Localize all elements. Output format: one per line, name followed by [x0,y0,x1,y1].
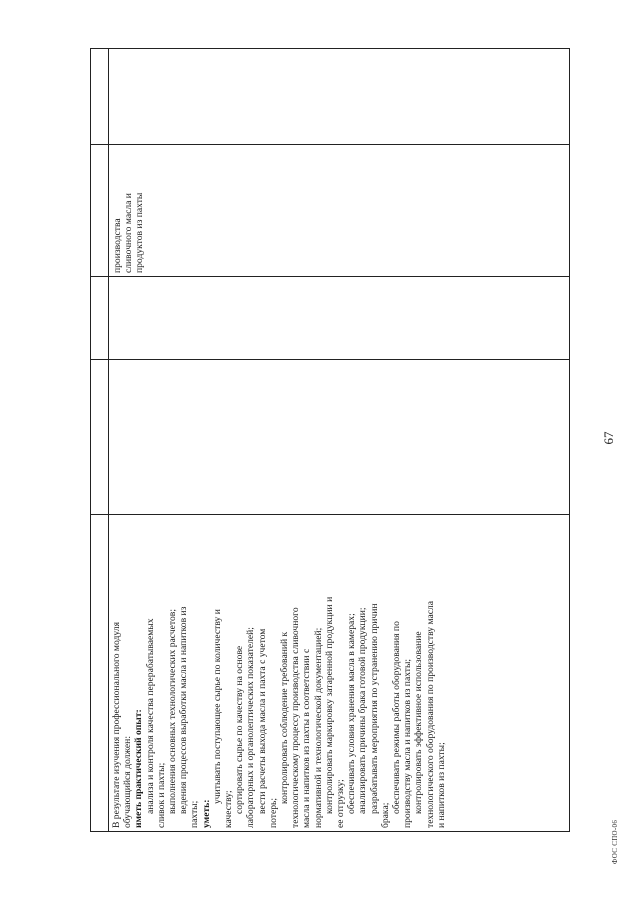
outcome-line: технологическому процессу производства сливочного [290,607,302,828]
outcome-line: сливок и пахты; [155,762,167,828]
page-number: 67 [601,431,616,445]
outcome-line: анализировать причины брака готовой продукции; [357,607,369,814]
outcome-line: и напитков из пахты; [435,742,447,828]
outcome-line: качеству; [223,790,235,828]
outcome-line: ведения процессов выработки масла и напитков из [178,606,190,814]
outcome-line: сортировать сырье по качеству на основе [234,645,246,814]
outcome-line: контролировать эффективное использование [413,631,425,814]
outcome-line: лабораторных и органолептических показателей; [245,627,257,828]
outcome-line: В результате изучения профессионального модуля [111,622,122,828]
top-cell-4 [91,144,108,276]
area-line: производства [112,218,123,273]
area-line: продуктов из пахты [134,192,146,273]
outcome-line: вести расчеты выхода масла и пахта с учетом [256,628,268,814]
top-cell-2 [91,359,108,514]
outcome-line: анализа и контроля качества перерабатываемых [144,618,156,814]
outcome-line: обучающийся должен: [122,736,134,828]
area-line: сливочного масла и [123,193,135,273]
outcome-line: выполнения основных технологических расчетов; [167,609,179,814]
outcome-line: разрабатывать мероприятия по устранению причин [368,603,380,814]
competency-table [90,48,570,832]
learning-outcomes-cell [109,514,569,831]
outcome-line: потерь; [267,797,279,828]
outcome-line: ее отгрузку; [335,779,347,828]
outcome-line: обеспечивать условия хранения масла в камерах; [346,613,358,814]
empty-cell-2 [109,359,569,514]
outcome-line: брака; [379,802,391,828]
empty-cell-3 [109,276,569,359]
top-cell-3 [91,276,108,359]
outcome-line: учитывать поступающее сырье по количеству и [211,609,223,804]
outcome-line: технологического оборудования по производству масла [424,600,436,828]
footer-code: ФОС СПО-06 [611,819,619,865]
outcome-line: контролировать маркировку затаренной продукции и [323,596,335,814]
empty-cell-5 [109,49,569,144]
table-row-main [109,49,569,831]
top-cell-1 [91,514,108,831]
table-row-top [91,49,109,831]
outcome-line: обеспечивать режимы работы оборудования по [391,621,403,814]
outcome-line: уметь: [200,799,212,828]
outcome-line: масла и напитков из пахты в соответствии с [301,648,313,828]
production-area-cell [109,144,569,276]
outcome-line: контролировать соблюдение требований к [279,631,291,804]
outcome-line: иметь практический опыт: [133,709,145,828]
outcome-line: нормативной и технологической документацией; [312,627,324,828]
top-cell-5 [91,49,108,144]
outcome-line: пахты; [189,800,201,828]
outcome-line: производству масла и напитков из пахты; [402,658,414,828]
